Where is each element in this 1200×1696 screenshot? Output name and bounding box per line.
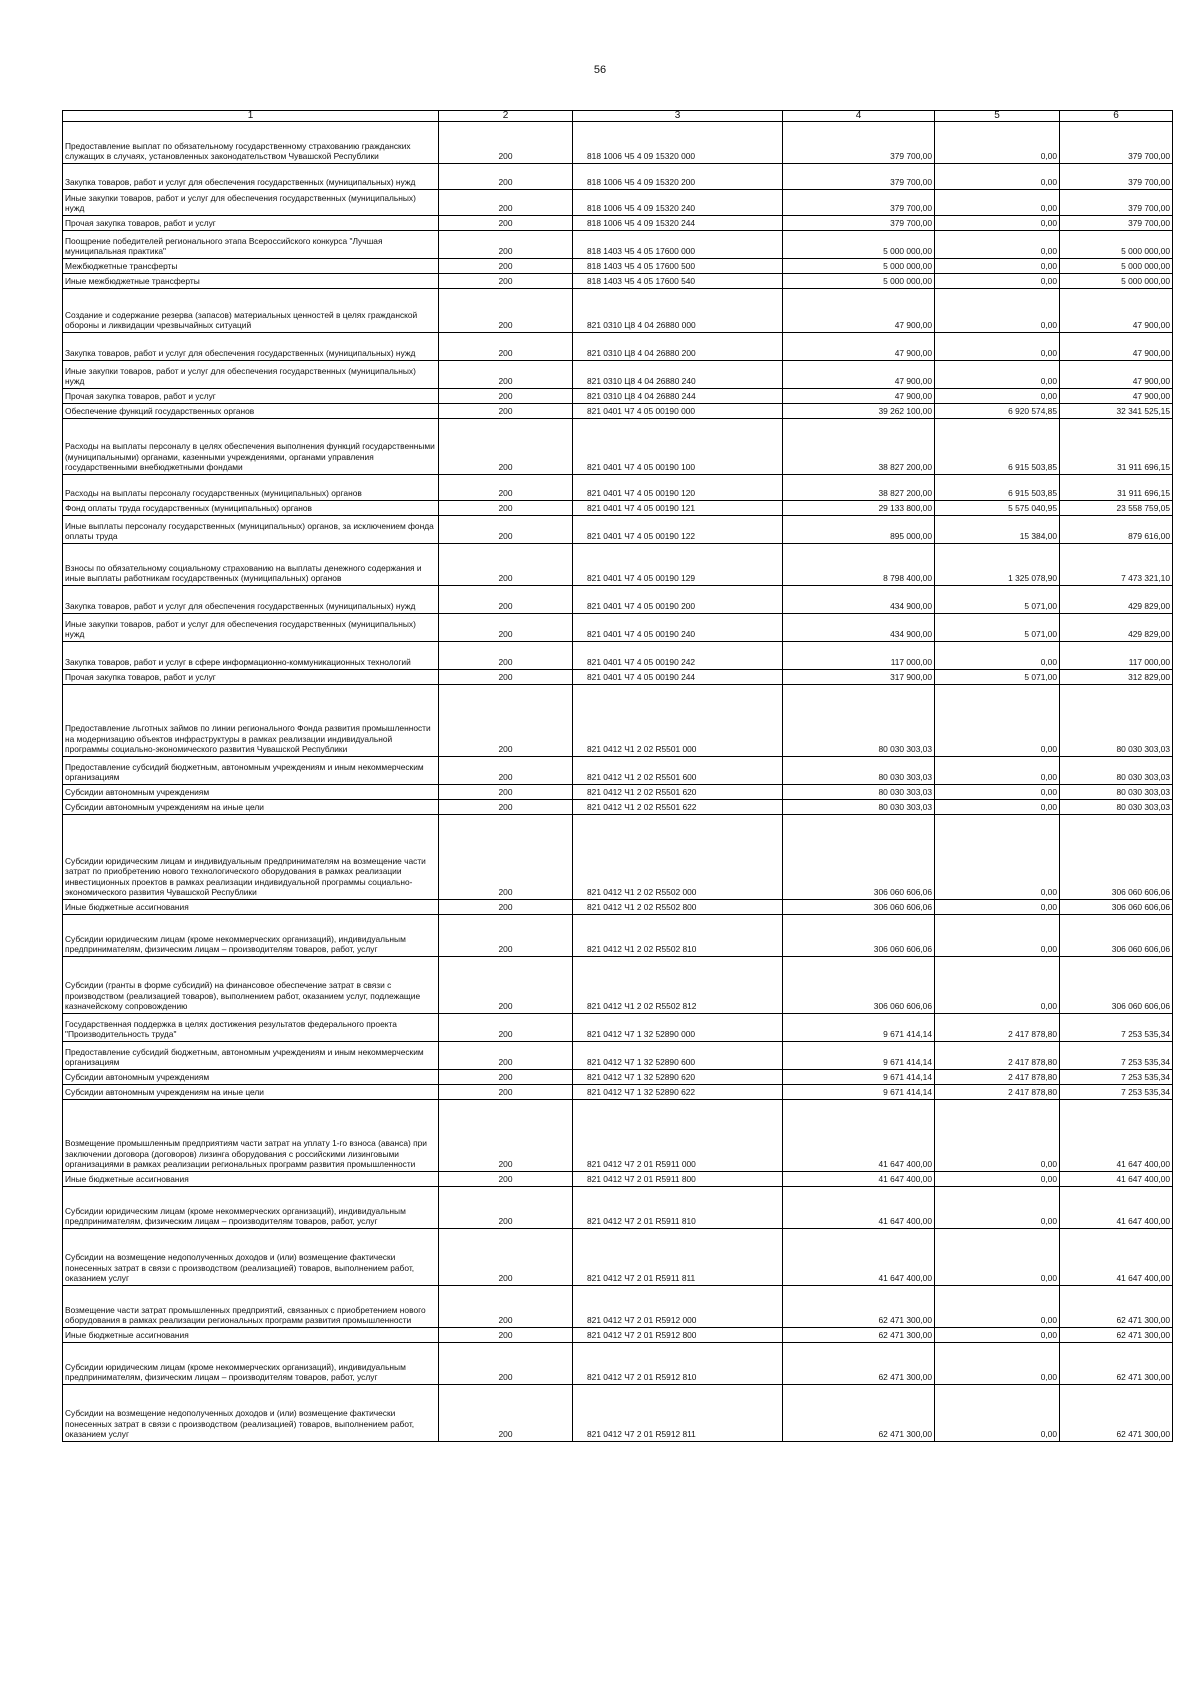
row-approved-amount-cell: 5 000 000,00	[783, 259, 935, 274]
row-approved-amount-cell: 47 900,00	[783, 389, 935, 404]
row-executed-amount-cell: 0,00	[935, 1172, 1060, 1187]
table-row	[63, 815, 1173, 900]
row-unexecuted-amount-cell: 31 911 696,15	[1060, 475, 1173, 501]
row-name-cell: Расходы на выплаты персоналу в целях обеспечения выполнения функций государственными (муниципальными) органами, казенными учреждениями, органами управления государственными внебюджетными фондами	[63, 419, 439, 475]
table-row	[63, 544, 1173, 586]
table-row	[63, 1172, 1173, 1187]
row-unexecuted-amount-cell: 80 030 303,03	[1060, 785, 1173, 800]
column-header-3: 3	[573, 111, 783, 122]
column-header-4: 4	[783, 111, 935, 122]
row-code-cell: 200	[439, 389, 573, 404]
row-name-cell: Обеспечение функций государственных органов	[63, 404, 439, 419]
row-approved-amount-cell: 47 900,00	[783, 333, 935, 361]
table-row	[63, 1187, 1173, 1229]
row-executed-amount-cell: 0,00	[935, 785, 1060, 800]
page-number: 56	[593, 64, 607, 76]
row-unexecuted-amount-cell: 7 473 321,10	[1060, 544, 1173, 586]
table-row	[63, 785, 1173, 800]
row-budget-classification-cell: 821 0412 Ч7 2 01 R5912 810	[573, 1343, 783, 1385]
row-budget-classification-cell: 821 0310 Ц8 4 04 26880 244	[573, 389, 783, 404]
table-row	[63, 501, 1173, 516]
row-executed-amount-cell: 0,00	[935, 800, 1060, 815]
row-code-cell: 200	[439, 642, 573, 670]
row-budget-classification-cell: 821 0401 Ч7 4 05 00190 242	[573, 642, 783, 670]
row-budget-classification-cell: 821 0401 Ч7 4 05 00190 100	[573, 419, 783, 475]
row-budget-classification-cell: 821 0401 Ч7 4 05 00190 121	[573, 501, 783, 516]
row-unexecuted-amount-cell: 7 253 535,34	[1060, 1070, 1173, 1085]
table-row	[63, 757, 1173, 785]
row-executed-amount-cell: 0,00	[935, 957, 1060, 1014]
row-budget-classification-cell: 818 1006 Ч5 4 09 15320 240	[573, 190, 783, 216]
row-unexecuted-amount-cell: 5 000 000,00	[1060, 259, 1173, 274]
row-approved-amount-cell: 62 471 300,00	[783, 1343, 935, 1385]
row-approved-amount-cell: 117 000,00	[783, 642, 935, 670]
column-header-6: 6	[1060, 111, 1173, 122]
table-row	[63, 1385, 1173, 1442]
row-budget-classification-cell: 821 0412 Ч1 2 02 R5502 800	[573, 900, 783, 915]
row-name-cell: Закупка товаров, работ и услуг в сфере информационно-коммуникационных технологий	[63, 642, 439, 670]
row-executed-amount-cell: 0,00	[935, 164, 1060, 190]
row-code-cell: 200	[439, 1172, 573, 1187]
row-code-cell: 200	[439, 274, 573, 289]
row-unexecuted-amount-cell: 31 911 696,15	[1060, 419, 1173, 475]
row-unexecuted-amount-cell: 47 900,00	[1060, 333, 1173, 361]
row-budget-classification-cell: 821 0412 Ч7 1 32 52890 622	[573, 1085, 783, 1100]
row-executed-amount-cell: 6 920 574,85	[935, 404, 1060, 419]
table-body	[63, 122, 1173, 1442]
row-executed-amount-cell: 0,00	[935, 915, 1060, 957]
row-budget-classification-cell: 818 1006 Ч5 4 09 15320 000	[573, 122, 783, 164]
row-name-cell: Фонд оплаты труда государственных (муниципальных) органов	[63, 501, 439, 516]
row-budget-classification-cell: 821 0401 Ч7 4 05 00190 000	[573, 404, 783, 419]
table-row	[63, 900, 1173, 915]
row-executed-amount-cell: 0,00	[935, 289, 1060, 333]
row-unexecuted-amount-cell: 47 900,00	[1060, 289, 1173, 333]
table-row	[63, 333, 1173, 361]
row-budget-classification-cell: 818 1403 Ч5 4 05 17600 540	[573, 274, 783, 289]
row-approved-amount-cell: 62 471 300,00	[783, 1286, 935, 1328]
row-executed-amount-cell: 0,00	[935, 122, 1060, 164]
row-name-cell: Иные выплаты персоналу государственных (муниципальных) органов, за исключением фонда оплаты труда	[63, 516, 439, 544]
table-row	[63, 404, 1173, 419]
row-unexecuted-amount-cell: 62 471 300,00	[1060, 1343, 1173, 1385]
row-name-cell: Субсидии автономным учреждениям	[63, 785, 439, 800]
row-executed-amount-cell: 0,00	[935, 642, 1060, 670]
column-header-2: 2	[439, 111, 573, 122]
table-row	[63, 800, 1173, 815]
row-approved-amount-cell: 379 700,00	[783, 190, 935, 216]
row-executed-amount-cell: 0,00	[935, 1229, 1060, 1286]
row-unexecuted-amount-cell: 379 700,00	[1060, 122, 1173, 164]
header-row	[63, 111, 1173, 122]
row-name-cell: Прочая закупка товаров, работ и услуг	[63, 389, 439, 404]
row-unexecuted-amount-cell: 47 900,00	[1060, 389, 1173, 404]
row-budget-classification-cell: 821 0401 Ч7 4 05 00190 240	[573, 614, 783, 642]
row-executed-amount-cell: 0,00	[935, 1187, 1060, 1229]
row-unexecuted-amount-cell: 306 060 606,06	[1060, 915, 1173, 957]
row-executed-amount-cell: 0,00	[935, 1100, 1060, 1172]
table-row	[63, 389, 1173, 404]
row-budget-classification-cell: 821 0401 Ч7 4 05 00190 129	[573, 544, 783, 586]
table-row	[63, 957, 1173, 1014]
row-name-cell: Закупка товаров, работ и услуг для обеспечения государственных (муниципальных) нужд	[63, 164, 439, 190]
row-budget-classification-cell: 821 0412 Ч7 2 01 R5911 811	[573, 1229, 783, 1286]
row-name-cell: Иные межбюджетные трансферты	[63, 274, 439, 289]
table-row	[63, 1328, 1173, 1343]
row-approved-amount-cell: 5 000 000,00	[783, 231, 935, 259]
row-budget-classification-cell: 821 0310 Ц8 4 04 26880 200	[573, 333, 783, 361]
row-approved-amount-cell: 38 827 200,00	[783, 419, 935, 475]
table-row	[63, 216, 1173, 231]
row-budget-classification-cell: 821 0412 Ч1 2 02 R5501 622	[573, 800, 783, 815]
row-executed-amount-cell: 0,00	[935, 361, 1060, 389]
row-approved-amount-cell: 9 671 414,14	[783, 1070, 935, 1085]
row-approved-amount-cell: 41 647 400,00	[783, 1187, 935, 1229]
row-unexecuted-amount-cell: 41 647 400,00	[1060, 1172, 1173, 1187]
row-name-cell: Прочая закупка товаров, работ и услуг	[63, 216, 439, 231]
row-approved-amount-cell: 306 060 606,06	[783, 957, 935, 1014]
row-name-cell: Иные закупки товаров, работ и услуг для обеспечения государственных (муниципальных) нужд	[63, 361, 439, 389]
row-name-cell: Закупка товаров, работ и услуг для обеспечения государственных (муниципальных) нужд	[63, 333, 439, 361]
row-approved-amount-cell: 379 700,00	[783, 164, 935, 190]
row-executed-amount-cell: 0,00	[935, 757, 1060, 785]
row-unexecuted-amount-cell: 429 829,00	[1060, 586, 1173, 614]
row-approved-amount-cell: 317 900,00	[783, 670, 935, 685]
row-executed-amount-cell: 0,00	[935, 216, 1060, 231]
row-approved-amount-cell: 434 900,00	[783, 586, 935, 614]
row-budget-classification-cell: 821 0412 Ч7 2 01 R5912 000	[573, 1286, 783, 1328]
row-unexecuted-amount-cell: 312 829,00	[1060, 670, 1173, 685]
row-executed-amount-cell: 0,00	[935, 815, 1060, 900]
row-code-cell: 200	[439, 259, 573, 274]
row-code-cell: 200	[439, 1229, 573, 1286]
table-row	[63, 586, 1173, 614]
row-unexecuted-amount-cell: 23 558 759,05	[1060, 501, 1173, 516]
row-budget-classification-cell: 821 0310 Ц8 4 04 26880 000	[573, 289, 783, 333]
row-code-cell: 200	[439, 900, 573, 915]
row-code-cell: 200	[439, 1070, 573, 1085]
row-budget-classification-cell: 821 0412 Ч1 2 02 R5501 600	[573, 757, 783, 785]
row-name-cell: Прочая закупка товаров, работ и услуг	[63, 670, 439, 685]
row-approved-amount-cell: 80 030 303,03	[783, 685, 935, 757]
table-row	[63, 289, 1173, 333]
table-row	[63, 122, 1173, 164]
table-row	[63, 685, 1173, 757]
budget-execution-table	[62, 110, 1173, 1442]
table-row	[63, 475, 1173, 501]
row-executed-amount-cell: 0,00	[935, 1385, 1060, 1442]
row-approved-amount-cell: 9 671 414,14	[783, 1014, 935, 1042]
row-executed-amount-cell: 2 417 878,80	[935, 1070, 1060, 1085]
row-name-cell: Возмещение части затрат промышленных предприятий, связанных с приобретением нового оборудования в рамках реализации региональных программ развития промышленности	[63, 1286, 439, 1328]
row-code-cell: 200	[439, 685, 573, 757]
row-name-cell: Иные бюджетные ассигнования	[63, 1328, 439, 1343]
table-row	[63, 1042, 1173, 1070]
row-name-cell: Иные закупки товаров, работ и услуг для обеспечения государственных (муниципальных) нужд	[63, 614, 439, 642]
row-code-cell: 200	[439, 1328, 573, 1343]
row-code-cell: 200	[439, 333, 573, 361]
row-budget-classification-cell: 821 0412 Ч7 2 01 R5911 810	[573, 1187, 783, 1229]
row-name-cell: Субсидии юридическим лицам (кроме некоммерческих организаций), индивидуальным предпринимателям, физическим лицам – производителям товаров, работ, услуг	[63, 915, 439, 957]
table-row	[63, 915, 1173, 957]
row-code-cell: 200	[439, 164, 573, 190]
row-name-cell: Субсидии (гранты в форме субсидий) на финансовое обеспечение затрат в связи с производством (реализацией товаров), выполнением работ, оказанием услуг, подлежащие казначейскому сопровождению	[63, 957, 439, 1014]
row-code-cell: 200	[439, 419, 573, 475]
row-name-cell: Субсидии юридическим лицам (кроме некоммерческих организаций), индивидуальным предпринимателям, физическим лицам – производителям товаров, работ, услуг	[63, 1343, 439, 1385]
row-code-cell: 200	[439, 815, 573, 900]
row-approved-amount-cell: 80 030 303,03	[783, 800, 935, 815]
row-name-cell: Иные бюджетные ассигнования	[63, 1172, 439, 1187]
row-approved-amount-cell: 9 671 414,14	[783, 1085, 935, 1100]
row-budget-classification-cell: 821 0412 Ч7 1 32 52890 620	[573, 1070, 783, 1085]
row-name-cell: Субсидии на возмещение недополученных доходов и (или) возмещение фактически понесенных затрат в связи с производством (реализацией) товаров, выполнением работ, оказанием услуг	[63, 1229, 439, 1286]
row-budget-classification-cell: 821 0412 Ч7 1 32 52890 600	[573, 1042, 783, 1070]
row-approved-amount-cell: 895 000,00	[783, 516, 935, 544]
row-approved-amount-cell: 306 060 606,06	[783, 900, 935, 915]
row-name-cell: Предоставление субсидий бюджетным, автономным учреждениям и иным некоммерческим организациям	[63, 757, 439, 785]
row-executed-amount-cell: 0,00	[935, 333, 1060, 361]
table-row	[63, 259, 1173, 274]
row-executed-amount-cell: 2 417 878,80	[935, 1085, 1060, 1100]
row-name-cell: Субсидии автономным учреждениям на иные цели	[63, 1085, 439, 1100]
row-budget-classification-cell: 821 0412 Ч7 2 01 R5911 000	[573, 1100, 783, 1172]
row-code-cell: 200	[439, 785, 573, 800]
row-code-cell: 200	[439, 122, 573, 164]
row-code-cell: 200	[439, 231, 573, 259]
row-approved-amount-cell: 39 262 100,00	[783, 404, 935, 419]
row-approved-amount-cell: 80 030 303,03	[783, 785, 935, 800]
row-name-cell: Предоставление льготных займов по линии регионального Фонда развития промышленности на модернизацию объектов инфраструктуры в рамках реализации индивидуальной программы социально-экономического развития Чувашской Республики	[63, 685, 439, 757]
row-unexecuted-amount-cell: 429 829,00	[1060, 614, 1173, 642]
row-approved-amount-cell: 41 647 400,00	[783, 1100, 935, 1172]
row-name-cell: Государственная поддержка в целях достижения результатов федерального проекта "Производительность труда"	[63, 1014, 439, 1042]
row-code-cell: 200	[439, 1187, 573, 1229]
row-code-cell: 200	[439, 586, 573, 614]
row-unexecuted-amount-cell: 80 030 303,03	[1060, 800, 1173, 815]
row-code-cell: 200	[439, 1085, 573, 1100]
row-code-cell: 200	[439, 957, 573, 1014]
row-executed-amount-cell: 2 417 878,80	[935, 1014, 1060, 1042]
row-code-cell: 200	[439, 1343, 573, 1385]
row-unexecuted-amount-cell: 5 000 000,00	[1060, 274, 1173, 289]
table-row	[63, 642, 1173, 670]
row-unexecuted-amount-cell: 306 060 606,06	[1060, 900, 1173, 915]
row-code-cell: 200	[439, 190, 573, 216]
row-executed-amount-cell: 5 071,00	[935, 614, 1060, 642]
table-row	[63, 164, 1173, 190]
row-name-cell: Субсидии автономным учреждениям на иные цели	[63, 800, 439, 815]
row-code-cell: 200	[439, 216, 573, 231]
row-budget-classification-cell: 821 0412 Ч7 1 32 52890 000	[573, 1014, 783, 1042]
row-unexecuted-amount-cell: 32 341 525,15	[1060, 404, 1173, 419]
row-code-cell: 200	[439, 915, 573, 957]
row-executed-amount-cell: 0,00	[935, 259, 1060, 274]
row-unexecuted-amount-cell: 47 900,00	[1060, 361, 1173, 389]
row-budget-classification-cell: 821 0412 Ч7 2 01 R5911 800	[573, 1172, 783, 1187]
table-row	[63, 1014, 1173, 1042]
row-approved-amount-cell: 41 647 400,00	[783, 1229, 935, 1286]
row-executed-amount-cell: 1 325 078,90	[935, 544, 1060, 586]
row-unexecuted-amount-cell: 5 000 000,00	[1060, 231, 1173, 259]
row-approved-amount-cell: 434 900,00	[783, 614, 935, 642]
row-executed-amount-cell: 0,00	[935, 1328, 1060, 1343]
row-name-cell: Закупка товаров, работ и услуг для обеспечения государственных (муниципальных) нужд	[63, 586, 439, 614]
row-approved-amount-cell: 38 827 200,00	[783, 475, 935, 501]
row-unexecuted-amount-cell: 41 647 400,00	[1060, 1229, 1173, 1286]
table-row	[63, 190, 1173, 216]
row-executed-amount-cell: 5 071,00	[935, 670, 1060, 685]
row-unexecuted-amount-cell: 379 700,00	[1060, 216, 1173, 231]
row-code-cell: 200	[439, 800, 573, 815]
row-name-cell: Поощрение победителей регионального этапа Всероссийского конкурса "Лучшая муниципальная практика"	[63, 231, 439, 259]
row-approved-amount-cell: 47 900,00	[783, 289, 935, 333]
row-unexecuted-amount-cell: 306 060 606,06	[1060, 815, 1173, 900]
row-code-cell: 200	[439, 501, 573, 516]
row-code-cell: 200	[439, 614, 573, 642]
row-budget-classification-cell: 821 0401 Ч7 4 05 00190 122	[573, 516, 783, 544]
row-code-cell: 200	[439, 670, 573, 685]
row-budget-classification-cell: 818 1403 Ч5 4 05 17600 000	[573, 231, 783, 259]
row-unexecuted-amount-cell: 80 030 303,03	[1060, 685, 1173, 757]
table-row	[63, 1085, 1173, 1100]
row-budget-classification-cell: 821 0412 Ч1 2 02 R5502 812	[573, 957, 783, 1014]
table-row	[63, 1343, 1173, 1385]
row-unexecuted-amount-cell: 117 000,00	[1060, 642, 1173, 670]
row-executed-amount-cell: 6 915 503,85	[935, 475, 1060, 501]
row-budget-classification-cell: 821 0401 Ч7 4 05 00190 200	[573, 586, 783, 614]
row-executed-amount-cell: 0,00	[935, 231, 1060, 259]
row-code-cell: 200	[439, 1100, 573, 1172]
row-budget-classification-cell: 821 0412 Ч7 2 01 R5912 811	[573, 1385, 783, 1442]
row-executed-amount-cell: 0,00	[935, 190, 1060, 216]
row-name-cell: Взносы по обязательному социальному страхованию на выплаты денежного содержания и иные выплаты работникам государственных (муниципальных) органов	[63, 544, 439, 586]
table-row	[63, 516, 1173, 544]
table-row	[63, 670, 1173, 685]
row-unexecuted-amount-cell: 7 253 535,34	[1060, 1014, 1173, 1042]
row-code-cell: 200	[439, 361, 573, 389]
row-code-cell: 200	[439, 475, 573, 501]
row-approved-amount-cell: 8 798 400,00	[783, 544, 935, 586]
row-code-cell: 200	[439, 404, 573, 419]
table-row	[63, 614, 1173, 642]
row-executed-amount-cell: 5 071,00	[935, 586, 1060, 614]
row-name-cell: Межбюджетные трансферты	[63, 259, 439, 274]
row-unexecuted-amount-cell: 379 700,00	[1060, 164, 1173, 190]
row-unexecuted-amount-cell: 80 030 303,03	[1060, 757, 1173, 785]
table-row	[63, 1229, 1173, 1286]
table-row	[63, 361, 1173, 389]
table-row	[63, 1286, 1173, 1328]
row-approved-amount-cell: 5 000 000,00	[783, 274, 935, 289]
row-approved-amount-cell: 306 060 606,06	[783, 815, 935, 900]
row-approved-amount-cell: 9 671 414,14	[783, 1042, 935, 1070]
row-unexecuted-amount-cell: 62 471 300,00	[1060, 1328, 1173, 1343]
row-executed-amount-cell: 0,00	[935, 389, 1060, 404]
row-approved-amount-cell: 41 647 400,00	[783, 1172, 935, 1187]
row-unexecuted-amount-cell: 41 647 400,00	[1060, 1187, 1173, 1229]
row-code-cell: 200	[439, 1014, 573, 1042]
row-unexecuted-amount-cell: 41 647 400,00	[1060, 1100, 1173, 1172]
row-name-cell: Иные закупки товаров, работ и услуг для обеспечения государственных (муниципальных) нужд	[63, 190, 439, 216]
row-approved-amount-cell: 379 700,00	[783, 122, 935, 164]
row-executed-amount-cell: 6 915 503,85	[935, 419, 1060, 475]
row-budget-classification-cell: 818 1403 Ч5 4 05 17600 500	[573, 259, 783, 274]
row-approved-amount-cell: 379 700,00	[783, 216, 935, 231]
row-budget-classification-cell: 821 0412 Ч7 2 01 R5912 800	[573, 1328, 783, 1343]
row-code-cell: 200	[439, 757, 573, 785]
row-name-cell: Создание и содержание резерва (запасов) материальных ценностей в целях гражданской обороны и ликвидации чрезвычайных ситуаций	[63, 289, 439, 333]
row-budget-classification-cell: 821 0401 Ч7 4 05 00190 120	[573, 475, 783, 501]
row-unexecuted-amount-cell: 62 471 300,00	[1060, 1286, 1173, 1328]
row-unexecuted-amount-cell: 879 616,00	[1060, 516, 1173, 544]
column-header-1: 1	[63, 111, 439, 122]
budget-table-wrapper	[62, 110, 1172, 1442]
row-budget-classification-cell: 821 0412 Ч1 2 02 R5501 000	[573, 685, 783, 757]
table-row	[63, 1100, 1173, 1172]
row-code-cell: 200	[439, 1042, 573, 1070]
row-code-cell: 200	[439, 289, 573, 333]
row-name-cell: Субсидии на возмещение недополученных доходов и (или) возмещение фактически понесенных затрат в связи с производством (реализацией) товаров, выполнением работ, оказанием услуг	[63, 1385, 439, 1442]
row-executed-amount-cell: 0,00	[935, 274, 1060, 289]
row-budget-classification-cell: 821 0412 Ч1 2 02 R5502 000	[573, 815, 783, 900]
table-row	[63, 1070, 1173, 1085]
row-name-cell: Расходы на выплаты персоналу государственных (муниципальных) органов	[63, 475, 439, 501]
row-budget-classification-cell: 821 0401 Ч7 4 05 00190 244	[573, 670, 783, 685]
row-approved-amount-cell: 306 060 606,06	[783, 915, 935, 957]
row-executed-amount-cell: 2 417 878,80	[935, 1042, 1060, 1070]
row-unexecuted-amount-cell: 62 471 300,00	[1060, 1385, 1173, 1442]
row-executed-amount-cell: 0,00	[935, 1343, 1060, 1385]
row-budget-classification-cell: 821 0412 Ч1 2 02 R5502 810	[573, 915, 783, 957]
row-budget-classification-cell: 818 1006 Ч5 4 09 15320 200	[573, 164, 783, 190]
table-row	[63, 231, 1173, 259]
row-name-cell: Возмещение промышленным предприятиям части затрат на уплату 1-го взноса (аванса) при заключении договора (договоров) лизинга оборудования с российскими лизинговыми организациями в рамках реализации региональных программ развития промышленности	[63, 1100, 439, 1172]
row-executed-amount-cell: 15 384,00	[935, 516, 1060, 544]
row-approved-amount-cell: 80 030 303,03	[783, 757, 935, 785]
row-name-cell: Субсидии юридическим лицам и индивидуальным предпринимателям на возмещение части затрат по приобретению нового технологического оборудования в рамках реализации инвестиционных проектов в рамках реализации индивидуальной программы социально-экономического развития Чувашской Республики	[63, 815, 439, 900]
row-unexecuted-amount-cell: 7 253 535,34	[1060, 1042, 1173, 1070]
row-unexecuted-amount-cell: 306 060 606,06	[1060, 957, 1173, 1014]
row-name-cell: Предоставление субсидий бюджетным, автономным учреждениям и иным некоммерческим организациям	[63, 1042, 439, 1070]
row-budget-classification-cell: 821 0310 Ц8 4 04 26880 240	[573, 361, 783, 389]
row-unexecuted-amount-cell: 379 700,00	[1060, 190, 1173, 216]
row-approved-amount-cell: 62 471 300,00	[783, 1328, 935, 1343]
row-executed-amount-cell: 0,00	[935, 900, 1060, 915]
table-header	[63, 111, 1173, 122]
row-approved-amount-cell: 47 900,00	[783, 361, 935, 389]
row-unexecuted-amount-cell: 7 253 535,34	[1060, 1085, 1173, 1100]
table-row	[63, 419, 1173, 475]
row-code-cell: 200	[439, 544, 573, 586]
column-header-5: 5	[935, 111, 1060, 122]
row-name-cell: Иные бюджетные ассигнования	[63, 900, 439, 915]
row-approved-amount-cell: 62 471 300,00	[783, 1385, 935, 1442]
row-name-cell: Субсидии автономным учреждениям	[63, 1070, 439, 1085]
row-budget-classification-cell: 818 1006 Ч5 4 09 15320 244	[573, 216, 783, 231]
row-code-cell: 200	[439, 1286, 573, 1328]
row-budget-classification-cell: 821 0412 Ч1 2 02 R5501 620	[573, 785, 783, 800]
row-code-cell: 200	[439, 1385, 573, 1442]
row-name-cell: Субсидии юридическим лицам (кроме некоммерческих организаций), индивидуальным предпринимателям, физическим лицам – производителям товаров, работ, услуг	[63, 1187, 439, 1229]
row-approved-amount-cell: 29 133 800,00	[783, 501, 935, 516]
row-name-cell: Предоставление выплат по обязательному государственному страхованию гражданских служащих в случаях, установленных законодательством Чувашской Республики	[63, 122, 439, 164]
row-executed-amount-cell: 5 575 040,95	[935, 501, 1060, 516]
table-row	[63, 274, 1173, 289]
row-executed-amount-cell: 0,00	[935, 1286, 1060, 1328]
row-code-cell: 200	[439, 516, 573, 544]
row-executed-amount-cell: 0,00	[935, 685, 1060, 757]
